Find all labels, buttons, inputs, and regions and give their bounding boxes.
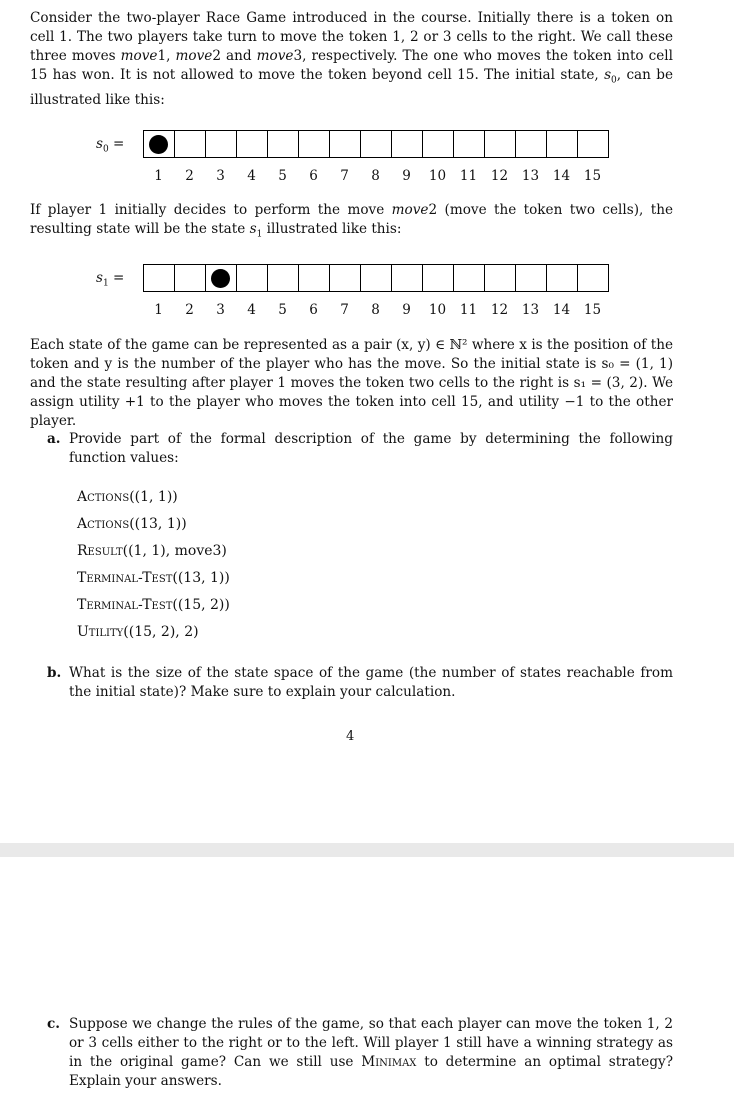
cell-number: 15 bbox=[583, 302, 602, 318]
board-cell bbox=[330, 265, 361, 291]
board-s0 bbox=[143, 130, 609, 158]
page-separator bbox=[0, 843, 734, 857]
function-name: Terminal-Test bbox=[77, 597, 173, 613]
cell-number: 6 bbox=[309, 168, 318, 184]
cell-number: 12 bbox=[490, 302, 509, 318]
cell-number: 3 bbox=[216, 168, 225, 184]
function-name: Terminal-Test bbox=[77, 570, 173, 586]
function-value-item bbox=[77, 596, 230, 615]
function-args: ((15, 2), 2) bbox=[123, 624, 199, 640]
board-cell bbox=[237, 265, 268, 291]
question-b-text: What is the size of the state space of the game (the number of states reachable from the initial state)? Make sure to explain your calculation. bbox=[69, 665, 673, 700]
function-value-item bbox=[77, 569, 230, 588]
board-cell bbox=[578, 131, 610, 157]
board-cell bbox=[268, 265, 299, 291]
function-args: ((13, 1)) bbox=[172, 570, 230, 586]
function-name: Actions bbox=[77, 489, 130, 505]
cell-number: 10 bbox=[428, 302, 447, 318]
function-value-item bbox=[77, 515, 187, 534]
board-cell bbox=[547, 131, 578, 157]
board-cell bbox=[516, 131, 547, 157]
state-s0-label: $s_0$ = bbox=[96, 136, 125, 155]
board-cell bbox=[175, 131, 206, 157]
board-cell bbox=[175, 265, 206, 291]
board-cell bbox=[299, 131, 330, 157]
question-c-text: Suppose we change the rules of the game, so that each player can move the token 1, 2 or 3 cells either to the right or to the left. Will player 1 still have a winning strategy as in the original game? Can we still use Minimax to determine an optimal strategy? Explain your answers. bbox=[69, 1016, 673, 1089]
board-cell bbox=[144, 265, 175, 291]
cell-number: 14 bbox=[552, 168, 571, 184]
question-b-label: b. bbox=[47, 665, 62, 681]
question-a-text: Provide part of the formal description of the game by determining the following function values: bbox=[69, 431, 673, 466]
function-name: Result bbox=[77, 543, 123, 559]
cell-number: 6 bbox=[309, 302, 318, 318]
cell-number: 9 bbox=[402, 302, 411, 318]
state-description-paragraph: Each state of the game can be represented as a pair (x, y) ∈ ℕ² where x is the position of the token and y is the number of the player who has the move. So the initial state is s₀ = (1, 1) and the state resulting after player 1 moves the token two cells to the right is s₁ = (3, 2). We assign utility +1 to the player who moves the token into cell 15, and utility −1 to the other player. bbox=[30, 337, 673, 429]
move-paragraph: If player 1 initially decides to perform the move move2 (move the token two cells), the resulting state will be the state $s_1$ illustrated like this: bbox=[30, 202, 673, 240]
cell-number: 8 bbox=[371, 302, 380, 318]
page-2 bbox=[0, 857, 734, 1118]
cell-number: 10 bbox=[428, 168, 447, 184]
cell-number: 11 bbox=[459, 302, 478, 318]
cell-number: 5 bbox=[278, 302, 287, 318]
token bbox=[149, 135, 168, 154]
function-name: Utility bbox=[77, 624, 124, 640]
question-a-label: a. bbox=[47, 431, 61, 447]
board-cell bbox=[361, 265, 392, 291]
cell-number: 9 bbox=[402, 168, 411, 184]
cell-number: 1 bbox=[154, 168, 163, 184]
cell-number: 15 bbox=[583, 168, 602, 184]
board-cell bbox=[330, 131, 361, 157]
cell-number: 14 bbox=[552, 302, 571, 318]
board-cell bbox=[485, 131, 516, 157]
function-value-item bbox=[77, 542, 227, 561]
token bbox=[211, 269, 230, 288]
function-args: ((1, 1)) bbox=[129, 489, 178, 505]
intro-paragraph: Consider the two-player Race Game introduced in the course. Initially there is a token on cell 1. The two players take turn to move the token 1, 2 or 3 cells to the right. We call these three moves move1, move2 and move3, respectively. The one who moves the token into cell 15 has won. It is not allowed to move the token beyond cell 15. The initial state, $s_0$, can be illustrated like this: bbox=[30, 10, 673, 108]
function-name: Actions bbox=[77, 516, 130, 532]
question-c-label: c. bbox=[47, 1016, 61, 1032]
cell-number: 7 bbox=[340, 168, 349, 184]
cell-number: 13 bbox=[521, 302, 540, 318]
page-number: 4 bbox=[346, 729, 355, 744]
function-value-item bbox=[77, 488, 178, 507]
board-cell bbox=[485, 265, 516, 291]
cell-numbers-s0 bbox=[143, 168, 609, 184]
board-cell bbox=[392, 131, 423, 157]
function-args: ((1, 1), move3) bbox=[122, 543, 227, 559]
cell-number: 8 bbox=[371, 168, 380, 184]
cell-number: 4 bbox=[247, 168, 256, 184]
cell-number: 2 bbox=[185, 168, 194, 184]
board-cell bbox=[392, 265, 423, 291]
cell-number: 12 bbox=[490, 168, 509, 184]
board-cell bbox=[454, 265, 485, 291]
board-cell bbox=[423, 131, 454, 157]
cell-number: 13 bbox=[521, 168, 540, 184]
cell-number: 5 bbox=[278, 168, 287, 184]
board-cell bbox=[268, 131, 299, 157]
cell-numbers-s1 bbox=[143, 302, 609, 318]
board-cell bbox=[547, 265, 578, 291]
board-cell bbox=[299, 265, 330, 291]
function-value-item bbox=[77, 623, 199, 642]
minimax-term: Minimax bbox=[361, 1054, 417, 1070]
cell-number: 11 bbox=[459, 168, 478, 184]
board-cell bbox=[454, 131, 485, 157]
cell-number: 3 bbox=[216, 302, 225, 318]
cell-number: 7 bbox=[340, 302, 349, 318]
function-args: ((15, 2)) bbox=[172, 597, 230, 613]
board-s1 bbox=[143, 264, 609, 292]
cell-number: 4 bbox=[247, 302, 256, 318]
board-cell bbox=[237, 131, 268, 157]
board-cell bbox=[578, 265, 610, 291]
cell-number: 1 bbox=[154, 302, 163, 318]
board-cell bbox=[516, 265, 547, 291]
board-cell bbox=[206, 131, 237, 157]
function-args: ((13, 1)) bbox=[129, 516, 187, 532]
board-cell bbox=[361, 131, 392, 157]
board-cell bbox=[423, 265, 454, 291]
state-s1-label: $s_1$ = bbox=[96, 270, 125, 289]
cell-number: 2 bbox=[185, 302, 194, 318]
